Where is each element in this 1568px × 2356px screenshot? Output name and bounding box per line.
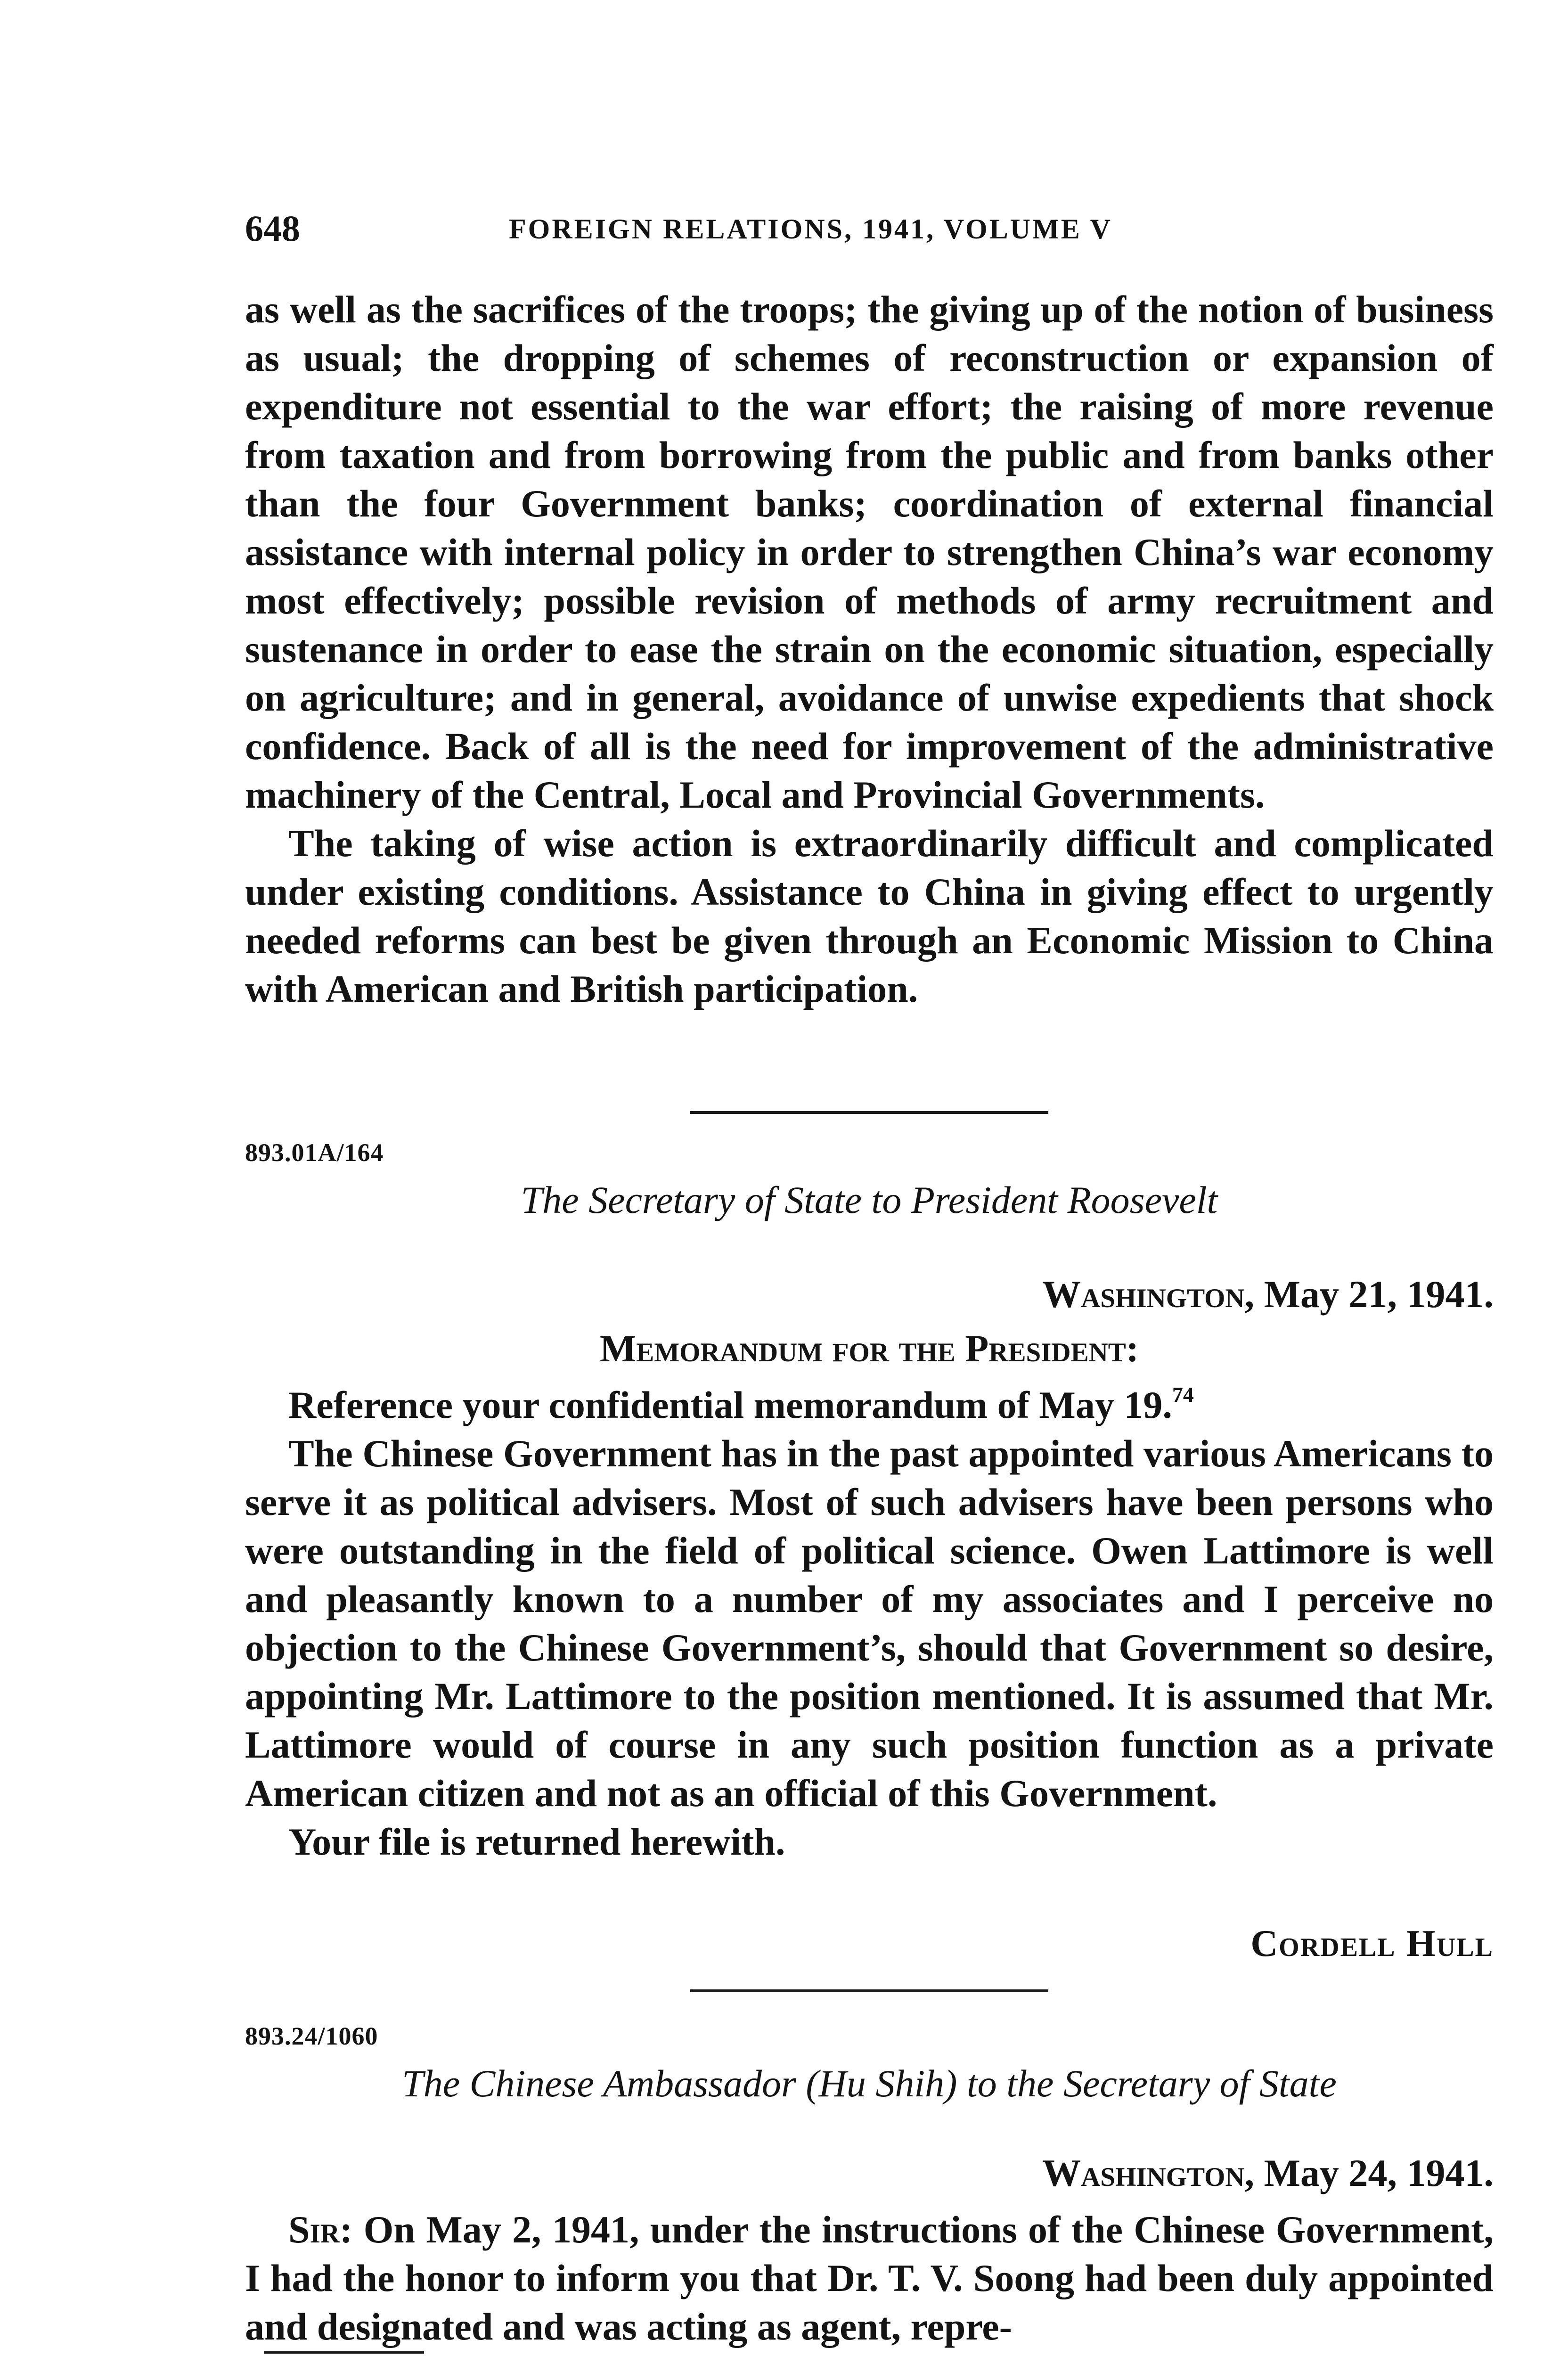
doc1-memo-heading: Memorandum for the President: <box>599 1327 1139 1370</box>
doc1-paragraph-1-text: Reference your confidential memorandum of May 19. <box>288 1383 1172 1426</box>
footnote-rule <box>264 2351 424 2354</box>
continuation-text <box>245 285 1494 1013</box>
doc2-dateline <box>245 2151 1494 2195</box>
doc1-dateline-place: Washington <box>1042 1273 1245 1316</box>
doc1-signature: Cordell Hull <box>1250 1923 1494 1964</box>
continuation-paragraph-2: The taking of wise action is extraordinarily difficult and complicated under existing conditions. Assistance to China in giving effect to urgently needed reforms can best be given through an Economic Mission to China with American and British participation. <box>245 822 1494 1010</box>
doc2-title: The Chinese Ambassador (Hu Shih) to the Secretary of State <box>402 2062 1337 2105</box>
section-divider-1 <box>690 1111 1048 1114</box>
doc1-body <box>245 1381 1494 1866</box>
doc1-dateline-date: , May 21, 1941. <box>1244 1273 1494 1316</box>
section-divider-2 <box>690 1989 1048 1992</box>
continuation-paragraph-1: as well as the sacrifices of the troops; the giving up of the notion of business as usual; the dropping of schemes of reconstruction or expansion of expenditure not essential to the war effort; the raising of more revenue from taxation and from borrowing from the public and from banks other than the four Government banks; coordination of external financial assistance with internal policy in order to strengthen China’s war economy most effectively; possible revision of methods of army recruitment and sustenance in order to ease the strain on the economic situation, especially on agriculture; and in general, avoidance of unwise expedients that shock confidence. Back of all is the need for improvement of the administrative machinery of the Central, Local and Provincial Governments. <box>245 288 1494 816</box>
doc1-paragraph-3: Your file is returned herewith. <box>288 1820 785 1863</box>
doc2-file-number: 893.24/1060 <box>245 2022 378 2050</box>
doc2-dateline-date: , May 24, 1941. <box>1244 2151 1494 2194</box>
footnote-reference: 74 <box>1172 1383 1194 1407</box>
doc2-body <box>245 2205 1494 2351</box>
doc1-title: The Secretary of State to President Roosevelt <box>521 1178 1218 1221</box>
doc2-paragraph-1-text: : On May 2, 1941, under the instructions of the Chinese Government, I had the honor to inform you that Dr. T. V. Soong had been duly appointed and designated and was acting as agent, repre- <box>245 2208 1494 2348</box>
doc2-paragraph-1 <box>245 2205 1494 2351</box>
doc2-salutation: Sir <box>288 2208 340 2251</box>
doc1-paragraph-1 <box>245 1381 1494 1429</box>
page-header <box>245 207 1494 259</box>
doc1-file-number: 893.01A/164 <box>245 1138 384 1167</box>
page-number: 648 <box>245 208 300 249</box>
running-title: FOREIGN RELATIONS, 1941, VOLUME V <box>509 213 1112 245</box>
doc1-dateline <box>245 1272 1494 1317</box>
doc1-paragraph-2: The Chinese Government has in the past appointed various Americans to serve it as political advisers. Most of such advisers have been persons who were outstanding in the field of political science. Owen Lattimore is well and pleasantly known to a number of my associates and I perceive no objection to the Chinese Government’s, should that Government so desire, appointing Mr. Lattimore to the position mentioned. It is assumed that Mr. Lattimore would of course in any such position function as a private American citizen and not as an official of this Government. <box>245 1432 1494 1815</box>
doc2-dateline-place: Washington <box>1042 2151 1245 2194</box>
